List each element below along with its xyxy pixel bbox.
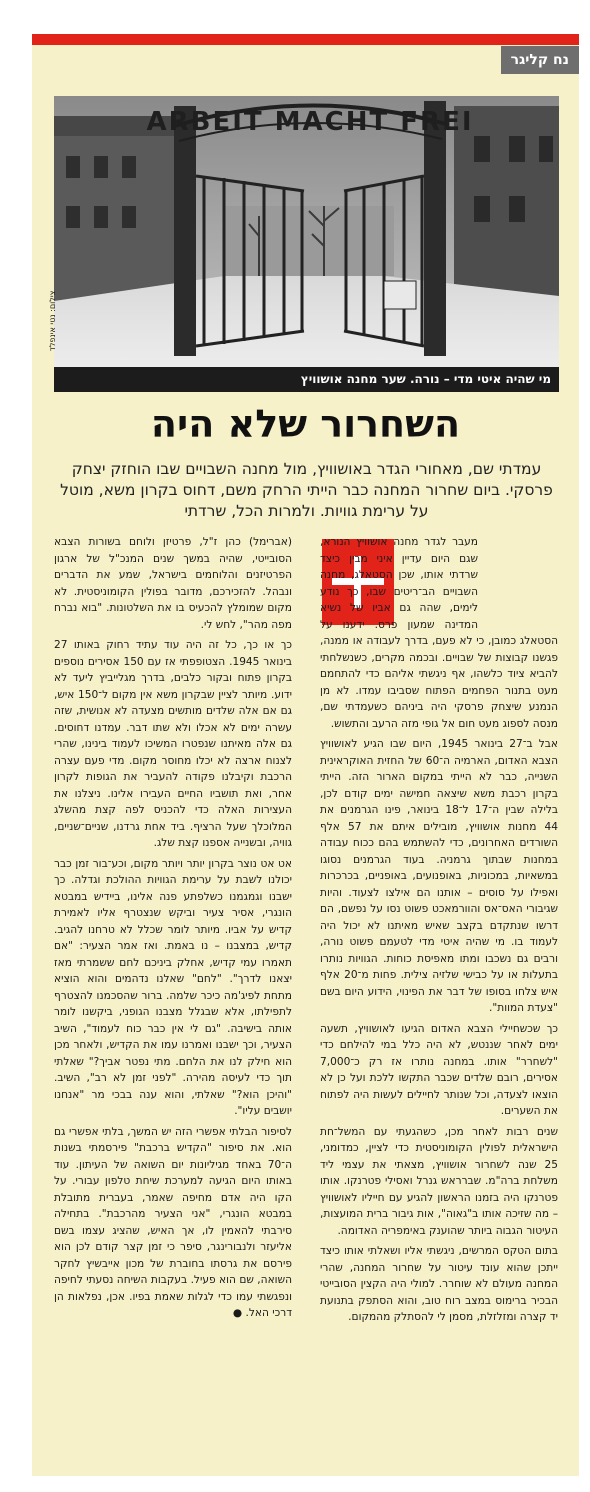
paragraph: לסיפור הבלתי אפשרי הזה יש המשך, בלתי אפשרי גם הוא. את סיפור "הקדיש ברכבת" פירסמתי בשנות ה־70 באחד מגיליונות יום השואה של העיתון. עוד באותו היום הגיעה למערכת שיחת טלפון עבורי. על הקו היה אדם מחיפה שאמר, בעברית מתובלת במבטא הונגרי, "אני הצעיר מהרכבת". בתחילה סירבתי להאמין לו, אך האיש, שהציג עצמו בשם אליעזר ולנבורינגר, סיפר כי זמן קצר קודם לכן הוא פירסם את גרסתו בחוברת של מכון אייבשיץ לחקר השואה, שם הוא פעיל. בעקבות השיחה נסעתי לחיפה ונפגשתי עמו כדי לגלות שאמת בפיו. אכן, נפלאות הן דרכי האל. ● <box>54 1125 292 1319</box>
paragraph-text: מעבר לגדר מחנה אושוויץ הנורא, שגם היום עדיין איני מבין כיצד שרדתי אותו, שכן הסטאלג, מחנה השבויים הב־ריטים שבו, כך נודע לימים, שהה גם אביו של נשיא המדינה שמעון פרס. ידענו על הסטאלג כמובן, כי לא פעם, בדרך לעבודה או ממנה, פגשנו קבוצות של שבויים. ובכמה מקרים, כשנשלחתי להביא ציוד כלשהו, אף ניגשתי אליהם כדי להתחמם מעט בתנור הפחמים הפתוח שסביבו עמדו. לא מן הנמנע שיצחק פרסקי היה ביניהם כשעמדתי שם, מנסה לספוג מעט חום אל גופי מזה הרעב והתשוש. <box>320 536 558 730</box>
paragraph: שנים רבות לאחר מכן, כשהגעתי עם המשל־חת הישראלית לפולין הקומוניסטית כדי לציין, כמדומני, 25 שנה לשחרור אושוויץ, מצאתי את עצמי ליד משלחת ברה"מ. שברראש גנרל ואסילי פטרנקו. אותו פטרנקו היה בזמנו הראשון להגיע עם חייליו לאושוויץ – מה שזיכה אותו ב"גאוה", אות גיבור ברית המועצות, העיטור הגבוה ביותר שהוענק באימפריה האדומה. <box>320 1125 558 1237</box>
paragraph: (אברימל) כהן ז"ל, פרטיזן ולוחם בשורות הצבא הסובייטי, שהיה במשך שנים המנכ"ל של ארגון הפרטיזנים והלוחמים בישראל, שמע את הדברים ונבהל. להזכירכם, מדובר בפולין הקומוניסטית. לא מקום שמומלץ להכעיס בו את השלטונות. "בוא נברח מפה מהר", לחש לי. <box>54 536 292 631</box>
paragraph: אבל ב־27 בינואר 1945, היום שבו הגיע לאושוויץ הצבא האדום, הארמיה ה־60 של החזית האוקראינית השנייה, כבר לא הייתי במקום הארור הזה. הייתי בקרון רכבת משא שיצאה חמישה ימים קודם לכן, בלילה שבין ה־17 ל־18 בינואר, פינו הגרמנים את 44 מחנות אושוויץ, מובילים איתם את 57 אלף השורדים האחרונים, כדי להשתמש בהם ככוח עבודה במחנות שבתוך גרמניה. בעוד הגרמנים נסוגו במשאיות, במכוניות, באופנועים, באופניים, בכרכרות ואפילו על סוסים – אותנו הם אילצו לצעוד. והיות שגיבורי האס־אס והוורמאכט פשוט נסו על נפשם, הם דרשו שנתקדם בקצב שאיש מאיתנו לא יכול היה לעמוד בו. מי שהיה איטי מדי לטעמם פשוט נורה, ורבים גם נשכבו ומתו מאפיסת כוחות. הגוויות נותרו בתעלות או על כבישי שלזיה צילית. פחות מ־20 אלף איש צלחו בסופו של דבר את הפינוי, הידוע היום בשם "צעדת המוות". <box>320 738 559 1014</box>
article-headline: השחרור שלא היה <box>150 402 461 446</box>
paragraph <box>320 534 558 732</box>
article-lead: עמדתי שם, מאחורי הגדר באושוויץ, מול מחנה השבויים שבו הוחזק יצחק פרסקי. ביום שחרור המחנה כבר הייתי הרחק משם, דחוס בקרון משא, מוטל על ערימת גוויות. ולמרות הכל, שרדתי <box>60 460 553 520</box>
top-accent-bar <box>32 34 579 45</box>
article-column-left <box>54 534 292 1326</box>
paragraph: כך שכשחיילי הצבא האדום הגיעו לאושוויץ, תשעה ימים לאחר שננטש, לא היה כלל במי להילחם כדי "לשחרר" אותו. במחנה נותרו אז רק כ־7,000 אסירים, רובם שלדים שכבר התקשו ללכת ועל כן לא הוצאו לצעדה, וכל שנותר לחיילים לעשות היה לפתוח את השערים. <box>320 1022 558 1117</box>
article-page <box>32 34 579 1476</box>
photo-credit: צילום: נטי אינפלד <box>48 290 57 352</box>
article-photo <box>48 96 559 392</box>
paragraph: בתום הטקס המרשים, ניגשתי אליו ושאלתי אותו כיצד ייתכן שהוא עונד עיטור על שחרור המחנה, שהרי המחנה מעולם לא שוחרר. למולי היה הקצין הסובייטי הבכיר ברימוס במצב רוח טוב, והוא הסתפק בתנועת יד קצרה ומזלזלת, מסמן לי להסתלק מהמקום. <box>320 1245 558 1323</box>
paragraph: אט אט נוצר בקרון יותר ויותר מקום, וכע־בור זמן כבר יכולנו לשבת על ערימת הגוויות ההולכת וגדלה. כך ישבנו וגמגמנו כשלפתע פנה אלינו, ביידיש במבטא הונגרי, אסיר צעיר וביקש שנצטרף אליו לאמירת קדיש על אביו. מיותר לומר שכלל לא טרחנו להגיב. קדיש, במצבנו – נו באמת. ואז אמר הצעיר: "אם תאמרו עמי קדיש, אחלק ביניכם לחם ששמרתי מאז יצאנו לדרך". "לחם" שאלנו נדהמים והוא הוציא מתחת לפיג'מה כיכר שלמה. ברור שהסכמנו להצטרף לתפילתו, אלא שבגלל מצבנו הגופני, ביקשנו לומר אותה בישיבה. "גם לי אין כבר כוח לעמוד", השיב הצעיר, וכך ישבנו ואמרנו עמו את הקדיש, ולאחר מכן הוא חילק לנו את הלחם. מתי נפטר אביך?" שאלתי תוך כדי לעיסה מהירה. "לפני זמן לא רב", השיב. "והיכן הוא?" שאלתי, והוא ענה בבכי מר "אנחנו יושבים עליו". <box>54 857 292 1117</box>
icon-spacer <box>478 534 558 622</box>
article-column-right <box>320 534 558 1330</box>
auschwitz-gate-image <box>54 96 559 392</box>
photo-caption: מי שהיה איטי מדי – נורה. שער מחנה אושוויץ <box>54 367 559 392</box>
author-tag: נח קליגר <box>501 46 579 74</box>
gate-sign-text: ARBEIT MACHT FREI <box>146 107 474 137</box>
paragraph: כך או כך, כל זה היה עוד עתיד רחוק באותו 27 בינואר 1945. הצטופפתי אז עם 150 אסירים נוספים בקרון פתוח ובקור כלבים, בדרך מגלייביץ ליעד לא ידוע. מיותר לציין שבקרון משא אין מקום ל־150 איש, גם אם אלה שלדים מותשים מצעדה לא אנושית, שזה עשרה ימים לא אכלו ולא שתו דבר. עמדנו דחוסים. גם אלה מאיתנו שנפטרו המשיכו לעמוד בינינו, שהרי לצנוח ארצה לא יכלו מחוסר מקום. מדי פעם עצרה הרכבת וקיבלנו פקודה להעביר את הגופות לקרון אחר, ואת תושביו החיים העבירו אלינו. ניצלנו את העצירות האלה כדי להכניס לפה קצת מהשלג המלוכלך שעל הרציף. ביד אחת גרדנו, שניים־שניים, גוויה, ובשנייה אספנו קצת שלג. <box>54 639 292 849</box>
